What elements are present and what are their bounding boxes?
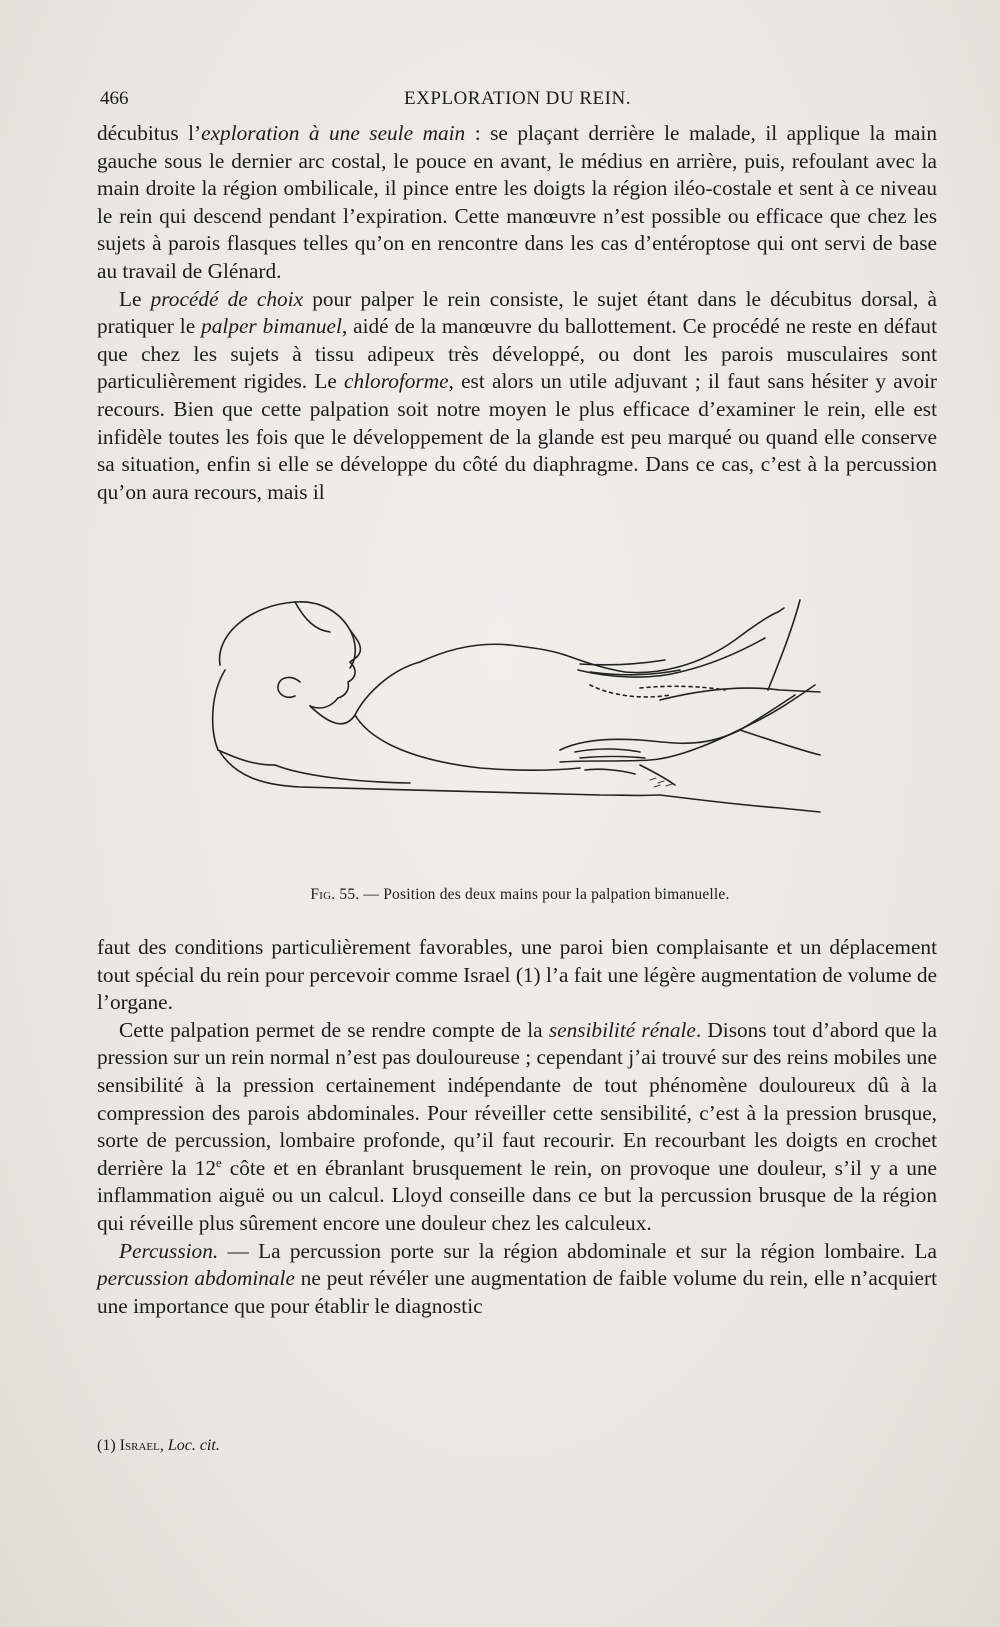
text-run: , aidé de la manœuvre du ballottement. Ce procédé ne reste en défaut que chez les sujets à tissu adipeux très développé, ou dont les parois musculaires sont particulièrement rigides. Le (97, 314, 937, 394)
page-number: 466 (100, 88, 129, 109)
paragraph-sensibilite-renale (97, 1017, 937, 1238)
text-run: ne peut révéler une augmentation de faible volume du rein, elle n’acquiert une importance que pour établir le diagnostic (97, 1266, 937, 1318)
text-run: décubitus l’ (97, 121, 202, 145)
italic-term: chloroforme (344, 369, 449, 394)
figure-caption (100, 886, 940, 904)
text-run: faut des conditions particulièrement favorables, une paroi bien complaisante et un déplacement tout spécial du rein pour percevoir comme Israel (97, 935, 937, 987)
section-heading-inline: Percussion. (119, 1238, 219, 1263)
text-run: l’a fait une légère augmentation de volume de l’organe. (97, 962, 937, 1015)
text-run: : se plaçant derrière le malade, il applique la main gauche sous le dernier arc costal, le pouce en avant, le médius en arrière, puis, refoulant avec la main droite la région ombilicale, il pince entre les doigts la région iléo-costale et sent à ce niveau le rein qui descend pendant l’expiration. Cette manœuvre n’est possible ou efficace que chez les sujets à parois flasques telles qu’on en rencontre dans les cas d’entéroptose qui ont servi de base au travail de Glénard. (97, 121, 937, 283)
text-run: côte et en ébranlant brusquement le rein, on provoque une douleur, s’il y a une inflammation aiguë ou un calcul. Lloyd conseille dans ce but la percussion brusque de la région qui réveille plus sûrement encore une douleur chez les calculeux. (97, 1155, 937, 1235)
figure-caption-text: — Position des deux mains pour la palpation bimanuelle. (359, 886, 730, 903)
superscript: e (216, 1155, 222, 1170)
paragraph-percussion (97, 1238, 937, 1321)
figure-illustration (180, 590, 860, 875)
text-run: pour palper le rein consiste, le sujet étant dans le décubitus dorsal, à pratiquer le (97, 286, 937, 339)
text-run: — La percussion porte sur la région abdominale et sur la région lombaire. La (218, 1238, 937, 1263)
italic-term: palper bimanuel (201, 314, 342, 339)
text-run: Cette palpation permet de se rendre compte de la (119, 1017, 549, 1042)
paragraph-single-hand-exploration (97, 120, 937, 286)
paragraph-procede-de-choix (97, 286, 937, 507)
figure-label: Fig. 55. (310, 886, 360, 903)
paragraph-israel (97, 934, 937, 1017)
footnote-reference: (1) (515, 962, 541, 987)
text-run: Le (119, 286, 151, 311)
italic-term: exploration à une seule main (201, 121, 466, 145)
page-header (100, 88, 935, 118)
italic-term: sensibilité rénale (548, 1017, 696, 1042)
italic-term: procédé de choix (150, 286, 304, 311)
footnote-marker: (1) (97, 1437, 116, 1454)
text-run: , est alors un utile adjuvant ; il faut sans hésiter y avoir recours. Bien que cette palpation soit notre moyen le plus efficace d’examiner le rein, elle est infidèle toutes les fois que le développement de la glande est peu marqué ou quand elle conserve sa situation, enfin si elle se développe du côté du diaphragme. Dans ce cas, c’est à la percussion qu’on aura recours, mais il (97, 369, 938, 504)
italic-term: percussion abdominale (97, 1266, 295, 1291)
text-block-top (97, 120, 937, 506)
text-run: . Disons tout d’abord que la pression sur un rein normal n’est pas douloureuse ; cependant j’ai trouvé sur des reins mobiles une sensibilité à la pression certainement indépendante de tout phénomène douloureux dû à la compression des parois abdominales. Pour réveiller cette sensibilité, c’est à la pression brusque, sorte de percussion, lombaire profonde, qu’il faut recourir. En recourbant les doigts en crochet derrière la 12 (97, 1017, 937, 1180)
text-block-bottom (97, 934, 937, 1320)
footnote (97, 1437, 220, 1455)
running-title: EXPLORATION DU REIN. (404, 88, 631, 109)
bimanual-palpation-illustration (180, 590, 860, 875)
footnote-author: Israel (119, 1437, 160, 1454)
footnote-citation: , Loc. cit. (159, 1437, 220, 1454)
